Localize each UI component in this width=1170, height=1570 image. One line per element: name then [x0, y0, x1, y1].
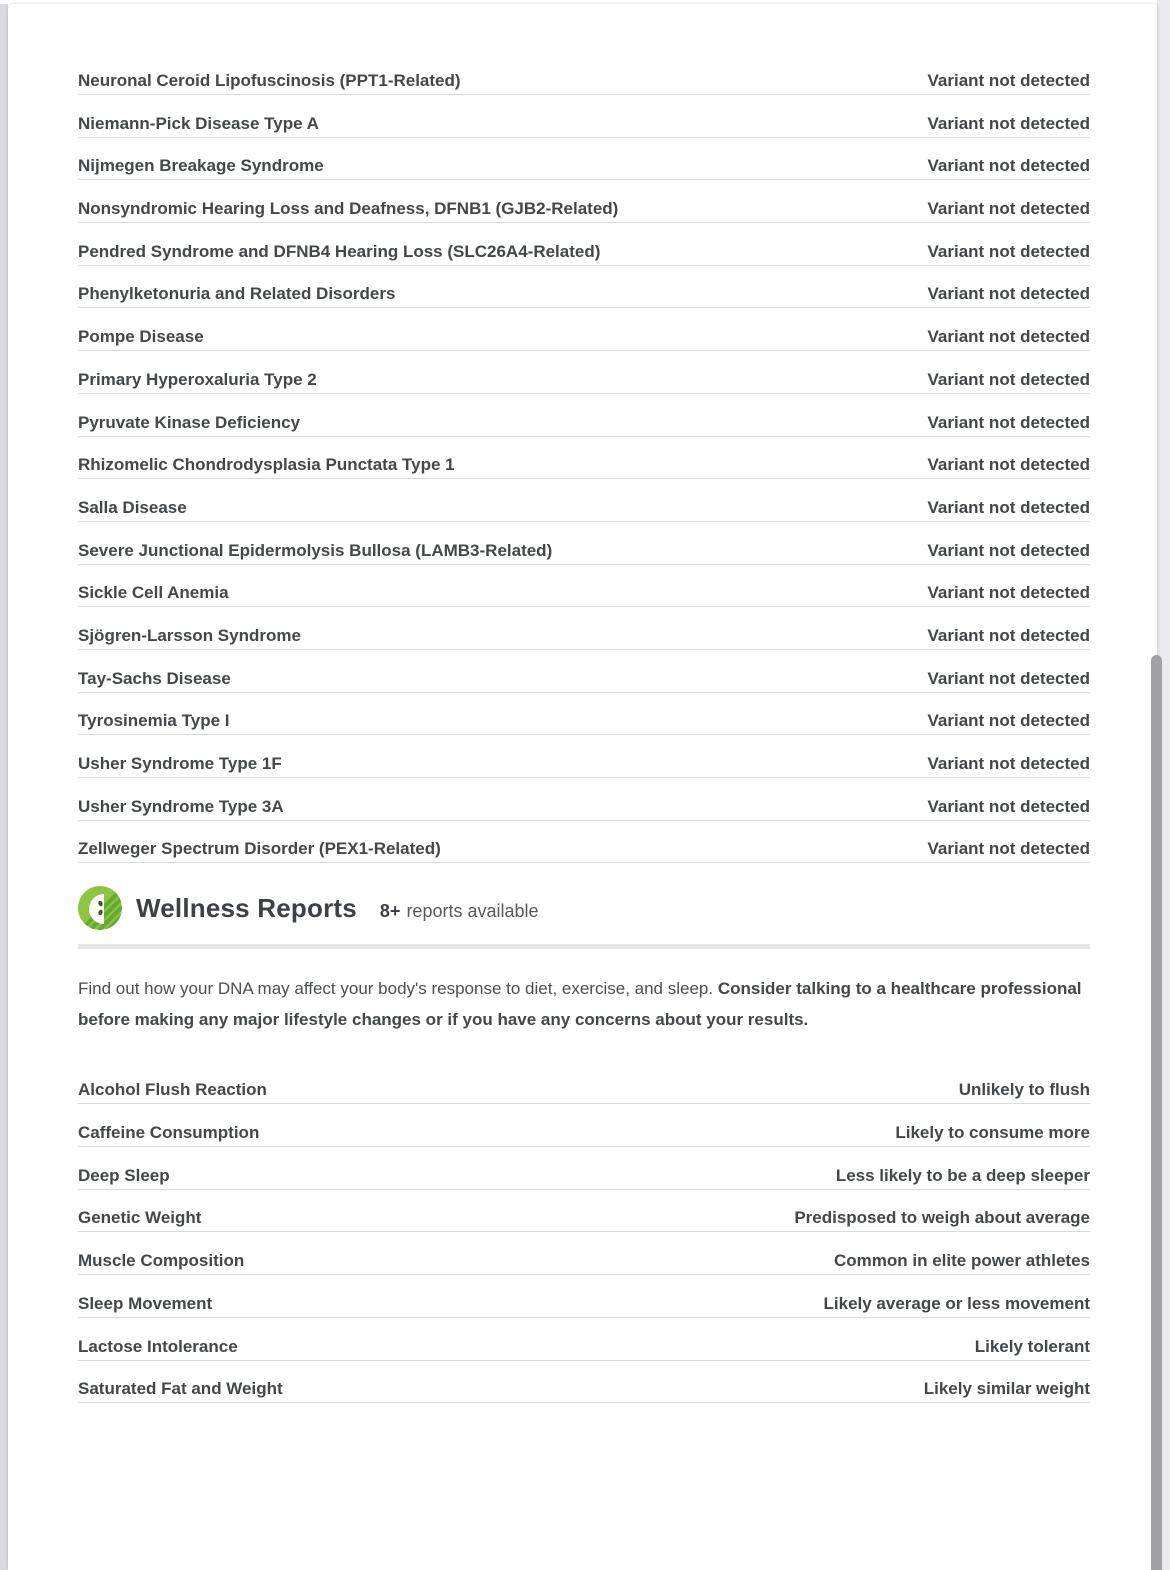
section-divider	[78, 944, 1090, 949]
report-name: Pendred Syndrome and DFNB4 Hearing Loss (SLC26A4-Related)	[78, 241, 601, 261]
wellness-report-row[interactable]	[78, 1123, 1090, 1147]
wellness-report-row[interactable]	[78, 1251, 1090, 1275]
report-result: Variant not detected	[927, 71, 1090, 90]
carrier-report-row[interactable]	[78, 71, 1090, 95]
report-name: Niemann-Pick Disease Type A	[78, 113, 319, 133]
count-number: 8+	[379, 900, 401, 921]
report-name: Zellweger Spectrum Disorder (PEX1-Related)	[78, 839, 441, 859]
wellness-intro	[78, 973, 1090, 1035]
report-card	[8, 4, 1157, 1570]
report-result: Variant not detected	[927, 540, 1090, 560]
report-result: Variant not detected	[927, 668, 1090, 688]
report-name: Lactose Intolerance	[78, 1336, 238, 1356]
scrollbar-thumb[interactable]	[1151, 655, 1162, 1570]
intro-bold-text: Consider talking to a healthcare professional before making any major lifestyle changes or if you have any concerns about your results.	[78, 979, 1082, 1030]
report-result: Likely similar weight	[923, 1379, 1090, 1399]
report-result: Variant not detected	[927, 754, 1090, 773]
carrier-report-row[interactable]	[78, 284, 1090, 308]
carrier-report-row[interactable]	[78, 669, 1090, 693]
carrier-report-row[interactable]	[78, 455, 1090, 479]
wellness-report-row[interactable]	[78, 1080, 1090, 1104]
count-suffix: reports available	[406, 900, 539, 921]
report-content	[8, 4, 1157, 1403]
intro-regular-text: Find out how your DNA may affect your body's response to diet, exercise, and sleep.	[78, 979, 718, 999]
report-name: Tyrosinemia Type I	[78, 711, 230, 731]
carrier-report-row[interactable]	[78, 541, 1090, 565]
report-result: Variant not detected	[927, 583, 1090, 603]
carrier-report-row[interactable]	[78, 242, 1090, 266]
report-name: Sickle Cell Anemia	[78, 583, 229, 603]
report-result: Variant not detected	[927, 625, 1090, 645]
report-name: Tay-Sachs Disease	[78, 668, 231, 688]
report-result: Variant not detected	[927, 156, 1090, 176]
report-name: Pompe Disease	[78, 327, 204, 347]
report-name: Rhizomelic Chondrodysplasia Punctata Type 1	[78, 455, 455, 475]
wellness-header	[78, 886, 1090, 930]
report-name: Pyruvate Kinase Deficiency	[78, 412, 301, 432]
section-title: Wellness Reports	[136, 892, 357, 923]
report-result: Variant not detected	[927, 327, 1090, 347]
carrier-report-row[interactable]	[78, 327, 1090, 351]
wellness-report-row[interactable]	[78, 1208, 1090, 1232]
carrier-report-row[interactable]	[78, 498, 1090, 522]
carrier-report-row[interactable]	[78, 370, 1090, 394]
report-result: Variant not detected	[927, 241, 1090, 261]
report-result: Variant not detected	[927, 455, 1090, 475]
report-result: Variant not detected	[927, 796, 1090, 816]
report-result: Variant not detected	[927, 839, 1090, 859]
report-name: Genetic Weight	[78, 1208, 202, 1228]
wellness-reports-list	[78, 1080, 1090, 1403]
report-result: Less likely to be a deep sleeper	[835, 1165, 1090, 1185]
report-name: Nijmegen Breakage Syndrome	[78, 156, 324, 176]
carrier-status-list	[78, 71, 1090, 863]
report-result: Variant not detected	[927, 711, 1090, 731]
report-name: Primary Hyperoxaluria Type 2	[78, 369, 317, 389]
report-name: Usher Syndrome Type 1F	[78, 754, 282, 773]
report-name: Phenylketonuria and Related Disorders	[78, 284, 396, 304]
wellness-title-group	[136, 893, 539, 924]
report-name: Sleep Movement	[78, 1293, 213, 1313]
report-name: Muscle Composition	[78, 1251, 245, 1271]
wellness-report-row[interactable]	[78, 1166, 1090, 1190]
wellness-report-row[interactable]	[78, 1379, 1090, 1403]
report-name: Severe Junctional Epidermolysis Bullosa (LAMB3-Related)	[78, 540, 553, 560]
carrier-report-row[interactable]	[78, 754, 1090, 778]
carrier-report-row[interactable]	[78, 583, 1090, 607]
carrier-report-row[interactable]	[78, 711, 1090, 735]
report-result: Likely average or less movement	[823, 1293, 1090, 1313]
report-result: Likely to consume more	[895, 1123, 1090, 1143]
carrier-report-row[interactable]	[78, 839, 1090, 863]
report-result: Predisposed to weigh about average	[794, 1208, 1090, 1228]
report-result: Likely tolerant	[974, 1336, 1090, 1356]
report-name: Salla Disease	[78, 497, 187, 517]
carrier-report-row[interactable]	[78, 797, 1090, 821]
wellness-apple-icon	[78, 886, 122, 930]
report-result: Variant not detected	[927, 369, 1090, 389]
report-name: Neuronal Ceroid Lipofuscinosis (PPT1-Related)	[78, 71, 461, 90]
report-result: Common in elite power athletes	[834, 1251, 1090, 1271]
report-result: Variant not detected	[927, 113, 1090, 133]
page-background-left	[0, 4, 8, 1570]
carrier-report-row[interactable]	[78, 413, 1090, 437]
reports-available-count	[380, 901, 539, 922]
report-result: Unlikely to flush	[958, 1080, 1090, 1100]
report-name: Caffeine Consumption	[78, 1123, 260, 1143]
report-result: Variant not detected	[927, 497, 1090, 517]
report-name: Saturated Fat and Weight	[78, 1379, 283, 1399]
report-name: Deep Sleep	[78, 1165, 170, 1185]
report-result: Variant not detected	[927, 284, 1090, 304]
report-name: Sjögren-Larsson Syndrome	[78, 625, 301, 645]
wellness-report-row[interactable]	[78, 1337, 1090, 1361]
carrier-report-row[interactable]	[78, 114, 1090, 138]
carrier-report-row[interactable]	[78, 199, 1090, 223]
carrier-report-row[interactable]	[78, 156, 1090, 180]
wellness-report-row[interactable]	[78, 1294, 1090, 1318]
report-result: Variant not detected	[927, 412, 1090, 432]
report-name: Nonsyndromic Hearing Loss and Deafness, DFNB1 (GJB2-Related)	[78, 199, 619, 219]
report-name: Alcohol Flush Reaction	[78, 1080, 267, 1100]
report-name: Usher Syndrome Type 3A	[78, 796, 284, 816]
carrier-report-row[interactable]	[78, 626, 1090, 650]
report-result: Variant not detected	[927, 199, 1090, 219]
